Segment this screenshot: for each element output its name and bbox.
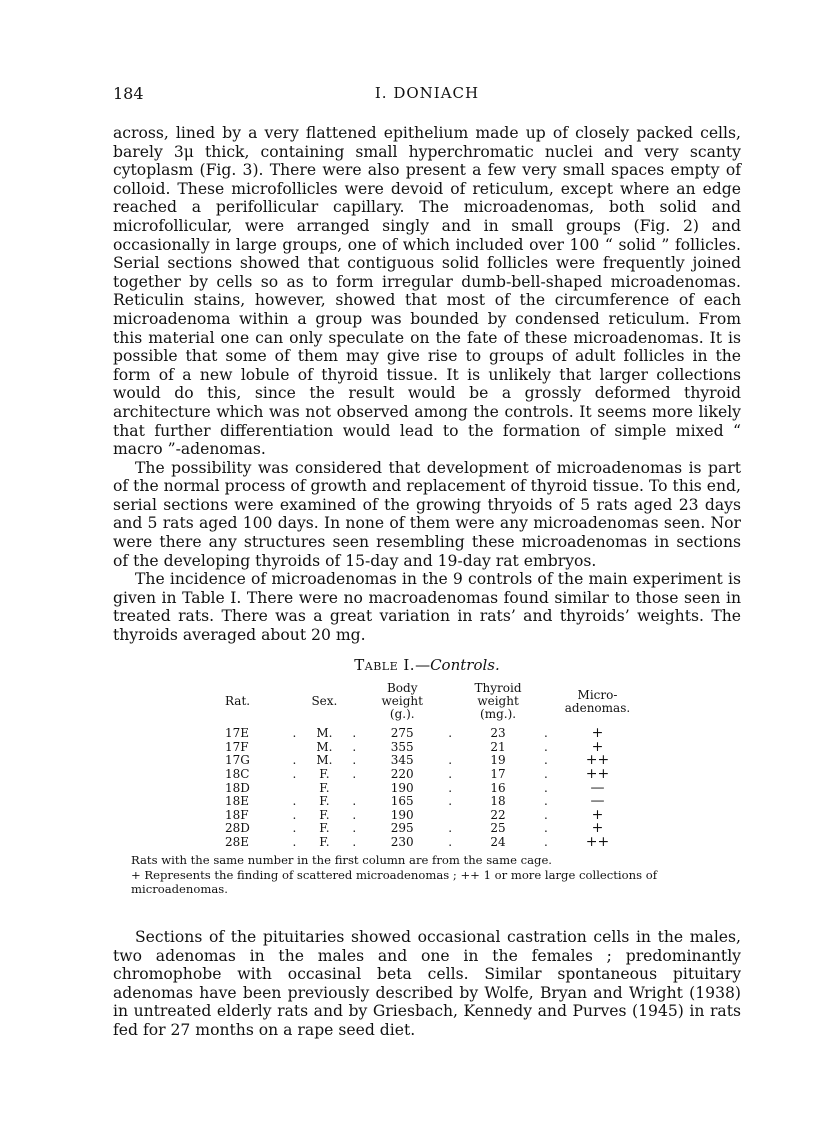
paragraph-1: across, lined by a very flattened epithelium made up of closely packed cells, barely 3μ thick, containing small hyperchromatic nuclei and very scanty cytoplasm (Fig. 3). There were also present a few very small spaces empty of colloid. These microfollicles were devoid of reticulum, except where an edge reached a perifollicular capillary. The microadenomas, both solid and microfollicular, were arranged singly and in small groups (Fig. 2) and occasionally in large groups, one of which included over 100 “ solid ” follicles. Serial sections showed that contiguous solid follicles were frequently joined together by cells so as to form irregular dumb-bell-shaped microadenomas. Reticulin stains, however, showed that most of the circumference of each microadenoma within a group was bounded by condensed reticulum. From this material one can only speculate on the fate of these microadenomas. It is possible that some of them may give rise to groups of adult follicles in the form of a new lobule of thyroid tissue. It is unlikely that larger collections would do this, since the result would be a grossly deformed thyroid architecture which was not observed among the controls. It seems more likely that further differentiation would lead to the formation of simple mixed “ macro ”-adenomas. [113, 124, 741, 459]
table-footnote-2: + Represents the finding of scattered microadenomas ; ++ 1 or more large collections of microadenomas. [131, 868, 657, 896]
header-body-weight: Body weight (g.). [381, 681, 423, 721]
paragraph-4: Sections of the pituitaries showed occasional castration cells in the males, two adenomas in the males and one in the females ; predominantly chromophobe with occasinal beta cells. Similar spontaneous pituitary adenomas have been previously described by Wolfe, Bryan and Wright (1938) in untreated elderly rats and by Griesbach, Kennedy and Purves (1945) in rats fed for 27 months on a rape seed diet. [113, 928, 741, 1039]
table-row: 17E . M. . 275 . 23 . + [225, 725, 604, 742]
table-row: 18F . F. . 190 22 . + [225, 806, 604, 823]
table-row: 17G . M. . 345 . 19 . ++ [225, 752, 610, 769]
page-number: 184 [113, 84, 144, 103]
table-row: 18D F. 190 . 16 . — [225, 779, 605, 796]
table-header-row [225, 682, 637, 727]
header-rat: Rat. [225, 694, 251, 708]
running-head: I. DONIACH [374, 84, 480, 102]
controls-table [225, 682, 637, 849]
table-row: 18E . F. . 165 . 18 . — [225, 793, 605, 810]
table-title-dash: — [415, 656, 431, 674]
body-text-continued [113, 928, 741, 1040]
table-title [113, 656, 741, 674]
table-title-lead: Table I. [354, 656, 416, 674]
table-footnote-1: Rats with the same number in the first column are from the same cage. [131, 853, 552, 867]
header-microadenomas: Micro- adenomas. [564, 687, 631, 715]
table-row: 28E . F. . 230 . 24 . ++ [225, 834, 610, 851]
header-thyroid-weight: Thyroid weight (mg.). [474, 681, 522, 721]
table-row: 18C . F. . 220 . 17 . ++ [225, 766, 610, 783]
header-sex: Sex. [311, 694, 338, 708]
body-text [113, 124, 741, 645]
page-header [113, 84, 741, 106]
paragraph-3: The incidence of microadenomas in the 9 controls of the main experiment is given in Table I. There were no macroadenomas found similar to those seen in treated rats. There was a great variation in rats’ and thyroids’ weights. The thyroids averaged about 20 mg. [113, 570, 741, 645]
table-row: 28D . F. . 295 . 25 . + [225, 820, 604, 837]
paragraph-2: The possibility was considered that development of microadenomas is part of the normal process of growth and replacement of thyroid tissue. To this end, serial sections were examined of the growing thryoids of 5 rats aged 23 days and 5 rats aged 100 days. In none of them were any microadenomas seen. Nor were there any structures seen resembling these microadenomas in sections of the developing thyroids of 15-day and 19-day rat embryos. [113, 458, 741, 570]
table-title-caption: Controls. [430, 656, 500, 674]
table-row: 17F M. . 355 21 . + [225, 738, 604, 755]
